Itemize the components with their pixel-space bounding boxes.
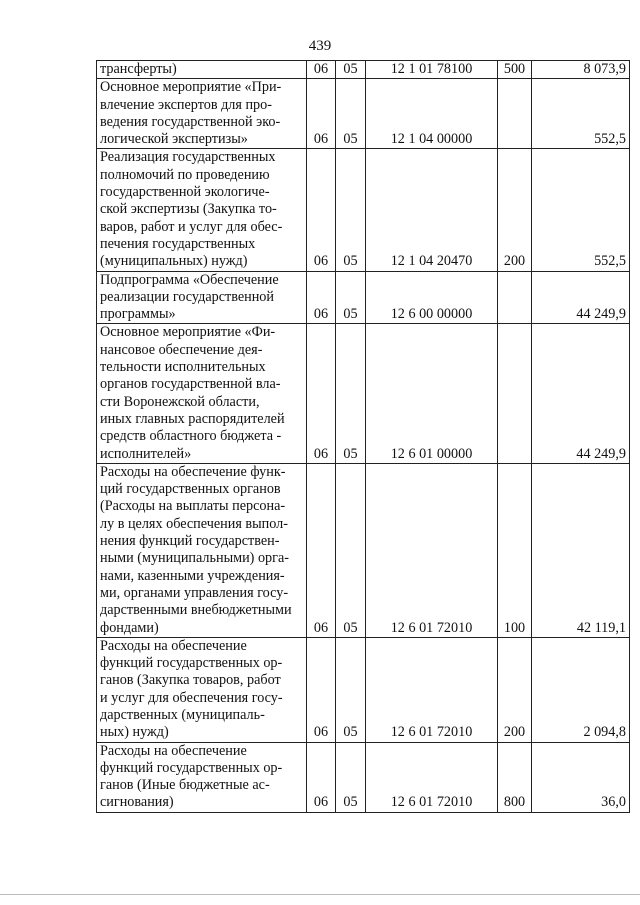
row-name: Основное мероприятие «При- влечение экспертов для про- ведения государственной эко- логической экспертизы» <box>97 79 307 149</box>
section-code: 06 <box>307 637 336 742</box>
table-row <box>97 742 630 812</box>
expense-type-code: 100 <box>498 463 532 637</box>
table-row <box>97 637 630 742</box>
row-name: Основное мероприятие «Фи- нансовое обеспечение дея- тельности исполнительных органов государственной вла- сти Воронежской области, иных главных распорядителей средств областного бюджета - исполнителей» <box>97 324 307 463</box>
amount: 44 249,9 <box>532 324 630 463</box>
expense-type-code: 200 <box>498 149 532 271</box>
amount: 552,5 <box>532 79 630 149</box>
table-row <box>97 324 630 463</box>
subsection-code: 05 <box>336 637 366 742</box>
section-code: 06 <box>307 149 336 271</box>
expense-type-code: 800 <box>498 742 532 812</box>
amount: 552,5 <box>532 149 630 271</box>
table-row <box>97 463 630 637</box>
subsection-code: 05 <box>336 271 366 324</box>
subsection-code: 05 <box>336 324 366 463</box>
row-name: трансферты) <box>97 61 307 79</box>
subsection-code: 05 <box>336 61 366 79</box>
subsection-code: 05 <box>336 149 366 271</box>
row-name: Подпрограмма «Обеспечение реализации государственной программы» <box>97 271 307 324</box>
amount: 8 073,9 <box>532 61 630 79</box>
target-article-code: 12 6 01 72010 <box>366 463 498 637</box>
expense-type-code <box>498 271 532 324</box>
subsection-code: 05 <box>336 463 366 637</box>
table-row <box>97 271 630 324</box>
table-row <box>97 79 630 149</box>
page-bottom-rule <box>0 894 640 895</box>
table-row <box>97 61 630 79</box>
section-code: 06 <box>307 463 336 637</box>
expense-type-code: 500 <box>498 61 532 79</box>
expense-type-code <box>498 324 532 463</box>
row-name: Расходы на обеспечение функций государственных ор- ганов (Закупка товаров, работ и услуг для обеспечения госу- дарственных (муниципаль- ных) нужд) <box>97 637 307 742</box>
subsection-code: 05 <box>336 742 366 812</box>
expense-type-code: 200 <box>498 637 532 742</box>
target-article-code: 12 6 01 72010 <box>366 742 498 812</box>
row-name: Расходы на обеспечение функций государственных ор- ганов (Иные бюджетные ас- сигнования) <box>97 742 307 812</box>
budget-table <box>96 60 630 813</box>
table-row <box>97 149 630 271</box>
row-name: Реализация государственных полномочий по проведению государственной экологиче- ской экспертизы (Закупка то- варов, работ и услуг для обес- печения государственных (муниципальных) нужд) <box>97 149 307 271</box>
target-article-code: 12 6 00 00000 <box>366 271 498 324</box>
amount: 2 094,8 <box>532 637 630 742</box>
subsection-code: 05 <box>336 79 366 149</box>
amount: 44 249,9 <box>532 271 630 324</box>
target-article-code: 12 1 04 20470 <box>366 149 498 271</box>
amount: 36,0 <box>532 742 630 812</box>
section-code: 06 <box>307 61 336 79</box>
target-article-code: 12 6 01 72010 <box>366 637 498 742</box>
amount: 42 119,1 <box>532 463 630 637</box>
row-name: Расходы на обеспечение функ- ций государственных органов (Расходы на выплаты персона- лу в целях обеспечения выпол- нения функций государствен- ными (муниципальными) орга- нами, казенными учреждения- ми, органами управления госу- дарственными внебюджетными фондами) <box>97 463 307 637</box>
page-number: 439 <box>308 38 332 54</box>
target-article-code: 12 1 04 00000 <box>366 79 498 149</box>
target-article-code: 12 1 01 78100 <box>366 61 498 79</box>
section-code: 06 <box>307 324 336 463</box>
section-code: 06 <box>307 271 336 324</box>
expense-type-code <box>498 79 532 149</box>
section-code: 06 <box>307 79 336 149</box>
section-code: 06 <box>307 742 336 812</box>
target-article-code: 12 6 01 00000 <box>366 324 498 463</box>
